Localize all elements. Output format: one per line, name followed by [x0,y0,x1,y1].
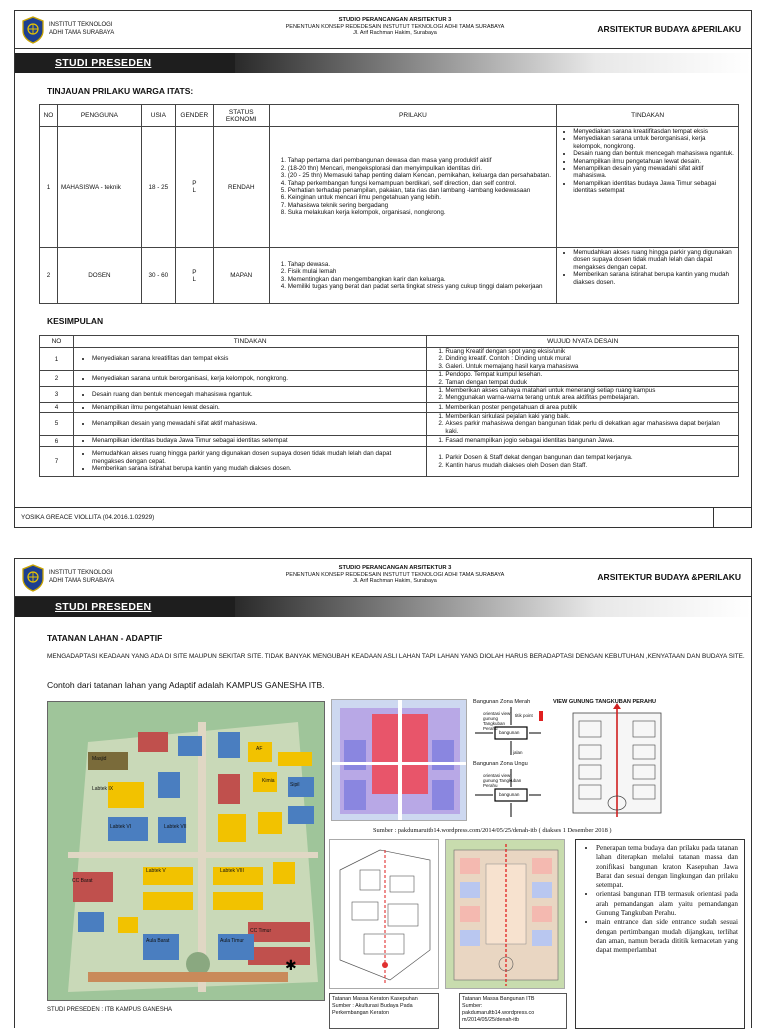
list-item: • Penerapan tema budaya dan prilaku pada tatanan lahan diterapkan melalui tatanan massa dan zonifikasi bangunan kraton Kasepuhan Jawa Barat dan sesuai dengan lingkungan dan prilaku setempat. [596,844,738,890]
table-row [40,402,739,412]
cell-tindakan [73,371,426,387]
col-header-status: STATUS EKONOMI [213,105,269,127]
map-label: Sipil [290,782,300,788]
map-label: Labtek VI [110,824,132,830]
col-header-wujud: WUJUD NYATA DESAIN [427,336,739,348]
label-jalan: jalan [513,750,523,755]
list-item: 1. Ruang Kreatif dengan spot yang eksis/unik [445,348,734,355]
col-header-no: NO [40,105,58,127]
cell-no: 6 [40,436,74,447]
cell-no: 4 [40,402,74,412]
cell-prilaku [269,127,557,248]
cell-no: 2 [40,371,74,387]
cell-wujud [427,348,739,371]
cell-wujud [427,412,739,435]
table-row [40,387,739,403]
svg-text:✱: ✱ [285,957,297,973]
cell-wujud [427,436,739,447]
list-item: 7. Mahasiswa teknik sering bergadang [288,202,553,209]
page-box [713,508,739,528]
table-row [40,447,739,477]
institute-line-1: INSTITUT TEKNOLOGI [49,570,113,576]
page-2 [14,558,752,1028]
list-item: • Memudahkan akses ruang hingga parkir yang digunakan dosen supaya dosen tidak mudah lelah dan dapat mengakses dengan cepat. [573,249,735,271]
list-item: • Menampilkan ilmu pengetahuan lewat desain. [92,404,422,411]
map-label: AF [256,746,263,752]
list-item: • orientasi bangunan ITB termasuk orientasi pada arah pemandangan alam yaitu pemandangan Gunung Tangkuban Perahu. [596,890,738,918]
list-item: • Menampilkan identitas budaya Jawa Timur sebagai identitas setempat [573,180,735,195]
cell-wujud [427,447,739,477]
table-row [40,412,739,435]
itb-mass-plan [445,839,565,989]
header-center [215,565,575,585]
cell-prilaku [269,248,557,304]
list-item: 1. Memberikan akses cahaya matahari untuk menerangi setiap ruang kampus [445,387,734,394]
map-label: Kimia [262,778,275,784]
map-label: Labtek VII [164,824,187,830]
list-item: • Menampilkan identitas budaya Jawa Timur sebagai identitas setempat [92,437,422,444]
cell-gender: P L [175,127,213,248]
list-item: 3. Mementingkan dan mengembangkan karir dan keluarga. [288,276,553,283]
title-band [15,597,751,617]
course-title: ARSITEKTUR BUDAYA &PERILAKU [597,24,741,34]
list-item: 1. Pendopo. Tempat kumpul lesehan. [445,371,734,378]
cell-tindakan [73,348,426,371]
col-header-pengguna: PENGGUNA [57,105,141,127]
col-header-usia: USIA [141,105,175,127]
list-item: 1. Tahap pertama dari pembangunan dewasa dan masa yang produktif aktif [288,157,553,164]
caption-keraton: Tatanan Massa Keraton Kasepuhan Sumber : Akulturasi Budaya Pada Perkembangan Keraton [329,993,439,1029]
project-title: PENENTUAN KONSEP REDEDESAIN INSTUTUT TEKNOLOGI ADHI TAMA SURABAYA [285,23,505,30]
view-gunung-plan [549,699,683,823]
list-item: • main entrance dan side entrance sudah sesuai dengan pertimbangan mudah dijangkau, terlihat dan aman, namun berada dititik kemacetan yang dapat memperlambat [596,918,738,955]
list-item: • Memberikan sarana istirahat berupa kantin yang mudah diakses dosen. [92,465,422,472]
analysis-bullets [575,839,745,1029]
cell-tindakan [73,412,426,435]
col-header-tindakan: TINDAKAN [73,336,426,348]
page-header [15,11,751,49]
caption-itb: Tatanan Massa Bangunan ITB Sumber: pakdumarultb14.wordpress.co m/2014/05/25/denah-itb [459,993,567,1029]
course-title: ARSITEKTUR BUDAYA &PERILAKU [597,572,741,582]
map-labels [48,702,325,1001]
list-item: 2. Kantin harus mudah diakses oleh Dosen dan Staff. [445,462,734,469]
page-header [15,559,751,597]
cell-tindakan [73,402,426,412]
cell-wujud [427,387,739,403]
list-item: 8. Suka melakukan kerja kelompok, organisasi, nongkrong. [288,209,553,216]
list-item: • Menyediakan sarana untuk berorganisasi, kerja kelompok, nongkrong. [573,135,735,150]
list-item: 1. Parkir Dosen & Staff dekat dengan bangunan dan tempat kerjanya. [445,454,734,461]
col-header-tindakan: TINDAKAN [557,105,739,127]
table-row [40,436,739,447]
zone-diagram [469,699,547,823]
page-1 [14,10,752,528]
map-label: Labtek V [146,868,166,874]
behavior-table [39,104,739,304]
cell-wujud [427,402,739,412]
cell-gender: P L [175,248,213,304]
itb-campus-map [47,701,325,1001]
list-item: 4. Tahap perkembangan fungsi kemampuan berdikari, self direction, dan self control. [288,180,553,187]
section-title-kesimpulan: KESIMPULAN [47,316,104,326]
list-item: 4. Memiliki tugas yang berat dan padat serta tingkat stress yang cukup tinggi dalam pekerjaan [288,283,553,290]
list-item: 2. Menggunakan warna-warna terang untuk area aktifitas pembelajaran. [445,394,734,401]
cell-status: MAPAN [213,248,269,304]
cell-no: 3 [40,387,74,403]
list-item: 1. Memberikan sirkulasi pejalan kaki yang baik. [445,413,734,420]
list-item: • Memberikan sarana istirahat berupa kantin yang mudah diakses dosen. [573,271,735,286]
map-label: CC Timur [250,928,272,934]
project-title: PENENTUAN KONSEP REDEDESAIN INSTUTUT TEKNOLOGI ADHI TAMA SURABAYA [285,571,505,578]
cell-no: 5 [40,412,74,435]
list-item: • Menampilkan desain yang mewadahi sifat aktif mahasiswa. [573,165,735,180]
cell-no: 1 [40,348,74,371]
list-item: 2. Dinding kreatif. Contoh : Dinding untuk mural [445,355,734,362]
list-item: • Desain ruang dan bentuk mencegah mahasiswa ngantuk. [573,150,735,157]
map-label: Labtek VIII [220,868,244,874]
label-orientasi: orientasi view gunung Tangkuban Perahu [483,711,511,731]
institute-line-2: ADHI TAMA SURABAYA [49,30,115,36]
list-item: 2. Akses parkir mahasiswa dengan bangunan tidak perlu di dekatkan agar mahasiswa dapat berjalan kaki. [445,420,734,435]
institute-name [49,569,114,585]
list-item: 1. Tahap dewasa. [288,261,553,268]
cell-usia: 30 - 60 [141,248,175,304]
cell-tindakan [557,127,739,248]
address: Jl. Arif Rachman Hakim, Surabaya [353,578,437,584]
list-item: • Menyediakan sarana kreatifitasdan tempat eksis [573,128,735,135]
list-item: 2. Taman dengan tempat duduk [445,379,734,386]
list-item: • Menyediakan sarana kreatifitas dan tempat eksis [92,355,422,362]
label-titik-point: titik point [515,713,533,718]
label-orientasi: orientasi view gunung Tangkuban Perahu [483,773,522,788]
list-item: 1. Fasad menampilkan jogio sebagai identitas bangunan Jawa. [445,437,734,444]
list-item: 3. Galeri. Untuk memajang hasil karya mahasiswa [445,363,734,370]
cell-pengguna: DOSEN [57,248,141,304]
map-label: Masjid [92,756,107,762]
studio-title: STUDIO PERANCANGAN ARSITEKTUR 3 [338,17,452,23]
list-item: • Memudahkan akses ruang hingga parkir yang digunakan dosen supaya dosen tidak mudah lelah dan dapat mengakses dengan cepat. [92,450,422,465]
list-item: • Menampilkan ilmu pengetahuan lewat desain. [573,158,735,165]
band-title: STUDI PRESEDEN [55,601,152,613]
label-zona-merah: Bangunan Zona Merah [473,699,531,705]
institute-name [49,21,114,37]
map-label: Aula Timur [220,938,244,944]
title-band [15,53,751,73]
table-row [40,127,739,248]
cell-tindakan [73,387,426,403]
cell-usia: 18 - 25 [141,127,175,248]
section-title-tatanan: TATANAN LAHAN - ADAPTIF [47,633,163,643]
map-label: Aula Barat [146,938,170,944]
address: Jl. Arif Rachman Hakim, Surabaya [353,30,437,36]
cell-status: RENDAH [213,127,269,248]
list-item: 2. Fisik mulai lemah [288,268,553,275]
map-label: CC Barat [72,878,93,884]
list-item: • Desain ruang dan bentuk mencegah mahasiswa ngantuk. [92,391,422,398]
cell-tindakan [73,436,426,447]
source-text: Sumber : pakdumaruitb14.wordpress.com/2014/05/25/denah-itb ( diakses 1 Desember 2018 ) [373,827,612,834]
author-name: YOSIKA GREACE VIOLLITA (04.2016.1.02929) [21,514,155,521]
col-header-prilaku: PRILAKU [269,105,557,127]
col-header-gender: GENDER [175,105,213,127]
list-item: 5. Perhatian terhadap penampilan, pakaian, tata rias dan lambang -lambang kedewasaan [288,187,553,194]
cell-wujud [427,371,739,387]
map-caption: STUDI PRESEDEN : ITB KAMPUS GANESHA [47,1007,173,1013]
keraton-plan [329,839,439,989]
list-item: 1. Memberikan poster pengetahuan di area publik [445,404,734,411]
intro-paragraph: MENGADAPTASI KEADAAN YANG ADA DI SITE MAUPUN SEKITAR SITE. TIDAK BANYAK MENGUBAH KEADAAN ASLI LAHAN TAPI LAHAN YANG DIOLAH HARUS BERADAPTASI DENGAN KEBUTUHAN ,KENYATAAN DAN BUDAYA SITE. [47,653,745,660]
cell-tindakan [557,248,739,304]
label-bangunan: bangunan [499,730,520,735]
col-header-no: NO [40,336,74,348]
example-line: Contoh dari tatanan lahan yang Adaptif adalah KAMPUS GANESHA ITB. [47,680,325,690]
zoning-map [331,699,467,821]
list-item: 2. (18-20 thn) Mencari, mengeksplorasi dan menyimpulkan identitas diri. [288,165,553,172]
band-title: STUDI PRESEDEN [55,57,152,69]
table-row [40,371,739,387]
cell-tindakan [73,447,426,477]
list-item: 6. Keinginan untuk mencari ilmu pengetahuan yang lebih. [288,194,553,201]
header-center [215,17,575,37]
studio-title: STUDIO PERANCANGAN ARSITEKTUR 3 [338,565,452,571]
cell-pengguna: MAHASISWA - teknik [57,127,141,248]
list-item: 3. (20 - 25 thn) Memasuki tahap penting dalam Kencan, pernikahan, keluarga dan persahabatan. [288,172,553,179]
list-item: • Menampilkan desain yang mewadahi sifat aktif mahasiswa. [92,420,422,427]
itats-logo-icon [21,16,45,44]
label-view-gunung: VIEW GUNUNG TANGKUBAN PERAHU [553,699,657,705]
itats-logo-icon [21,564,45,592]
list-item: • Menyediakan sarana untuk berorganisasi, kerja kelompok, nongkrong. [92,375,422,382]
label-zona-ungu: Bangunan Zona Ungu [473,761,528,767]
table-row [40,248,739,304]
conclusion-table [39,335,739,477]
footer [15,507,751,527]
cell-no: 7 [40,447,74,477]
cell-no: 2 [40,248,58,304]
institute-line-2: ADHI TAMA SURABAYA [49,578,115,584]
label-bangunan: bangunan [499,792,520,797]
table-row [40,348,739,371]
map-label: Labtek IX [92,786,114,792]
cell-no: 1 [40,127,58,248]
section-title-tinjauan: TINJAUAN PRILAKU WARGA ITATS: [47,86,194,96]
institute-line-1: INSTITUT TEKNOLOGI [49,22,113,28]
